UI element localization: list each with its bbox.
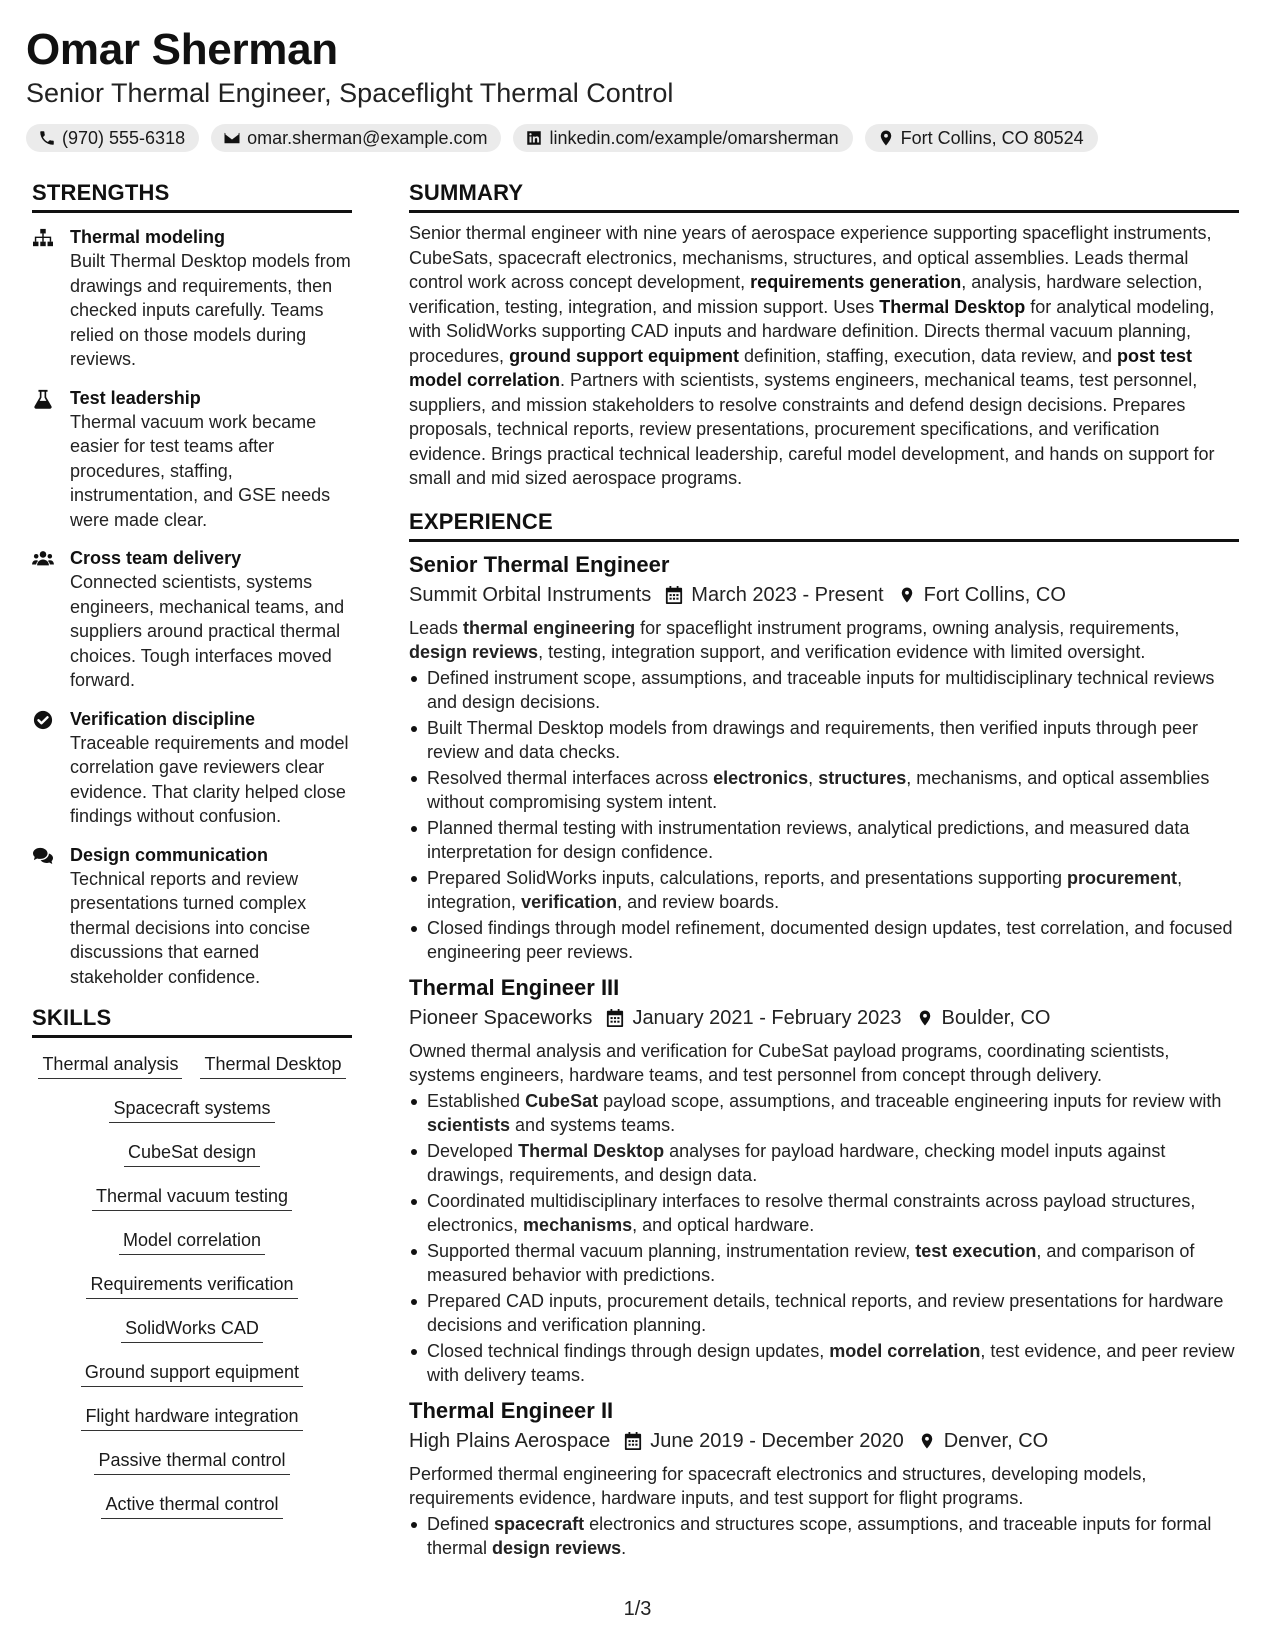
summary-heading: SUMMARY: [409, 178, 1239, 213]
strength-title: Design communication: [70, 844, 269, 865]
resume-header: [26, 24, 1249, 152]
linkedin-text: linkedin.com/example/omarsherman: [549, 127, 839, 148]
sitemap-icon: [32, 228, 54, 248]
job-location: Fort Collins, CO: [923, 583, 1066, 606]
job-bullet: [409, 1289, 1239, 1338]
map-pin-icon: [916, 1008, 934, 1028]
job-bullet: [409, 816, 1239, 865]
job-bullet: [409, 1512, 1239, 1561]
job-bullets: [409, 1512, 1239, 1561]
right-column: [409, 178, 1239, 1562]
strength-title: Test leadership: [70, 387, 201, 408]
text-run: Senior thermal engineer with nine years of aerospace experience supporting spaceflight instruments, CubeSats, spacecraft electronics, mechanisms, structures, and optical assemblies. Leads thermal control work across concept development,: [409, 223, 1212, 292]
strength-desc: Connected scientists, systems engineers, mechanical teams, and suppliers around practical thermal choices. Tough interfaces moved forward.: [70, 572, 345, 690]
strength-desc: Technical reports and review presentations turned complex thermal decisions into concise discussions that earned stakeholder confidence.: [70, 868, 311, 987]
text-run: for spaceflight instrument programs, owning analysis, requirements,: [635, 617, 1180, 638]
emphasis-text: test execution: [915, 1240, 1037, 1261]
text-run: Closed technical findings through design updates,: [427, 1340, 830, 1361]
job-dates: June 2019 - December 2020: [650, 1429, 904, 1452]
job-meta: [409, 1003, 1239, 1033]
left-column: [32, 178, 352, 1519]
emphasis-text: requirements generation: [750, 272, 962, 292]
text-run: Closed findings through model refinement, documented design updates, test correlation, and focused engineering peer reviews.: [427, 917, 1233, 962]
candidate-headline: Senior Thermal Engineer, Spaceflight Thermal Control: [26, 78, 674, 108]
skill-tag: Flight hardware integration: [81, 1404, 302, 1431]
text-run: Leads: [409, 617, 464, 638]
emphasis-text: spacecraft: [494, 1513, 585, 1534]
text-run: payload scope, assumptions, and traceable engineering inputs for review with: [598, 1090, 1222, 1111]
emphasis-text: CubeSat: [525, 1090, 599, 1111]
job-bullet: [409, 716, 1239, 765]
users-icon: [32, 549, 54, 569]
calendar-icon: [665, 585, 683, 605]
skill-tag: Thermal Desktop: [200, 1052, 345, 1079]
strength-desc: Traceable requirements and model correlation gave reviewers clear evidence. That clarity helped close findings without confusion.: [70, 732, 349, 826]
contact-linkedin[interactable]: [513, 124, 852, 152]
strength-title: Verification discipline: [70, 708, 256, 729]
skill-tag: Passive thermal control: [94, 1448, 289, 1475]
strength-item: [32, 546, 352, 693]
email-text: omar.sherman@example.com: [247, 127, 488, 148]
text-run: electronics and structures scope, assumptions, and traceable inputs for formal thermal: [427, 1513, 1212, 1558]
text-run: Established: [427, 1090, 526, 1111]
text-run: definition, staffing, execution, data review, and: [739, 345, 1117, 366]
strength-item: [32, 386, 352, 533]
skill-tag: CubeSat design: [124, 1140, 260, 1167]
job-bullet: [409, 916, 1239, 965]
strength-title: Thermal modeling: [70, 227, 226, 247]
phone-icon: [38, 129, 56, 147]
text-run: Defined instrument scope, assumptions, and traceable inputs for multidisciplinary technical reviews and design decisions.: [427, 667, 1215, 712]
emphasis-text: post test model correlation: [409, 345, 1192, 390]
job-title: Thermal Engineer II: [409, 1397, 614, 1423]
emphasis-text: Thermal Desktop: [518, 1140, 665, 1161]
text-run: , mechanisms, and optical assemblies without compromising system intent.: [427, 767, 1210, 812]
job-bullets: [409, 666, 1239, 965]
emphasis-text: ground support equipment: [509, 345, 740, 366]
comments-icon: [32, 846, 54, 866]
text-run: Defined: [427, 1513, 495, 1534]
skills-list: [32, 1052, 352, 1519]
experience-heading: EXPERIENCE: [409, 507, 1239, 542]
calendar-icon: [606, 1008, 624, 1028]
phone-text: (970) 555-6318: [62, 127, 186, 148]
skill-tag: Model correlation: [119, 1228, 265, 1255]
experience-list: [409, 550, 1239, 1561]
job-company: Pioneer Spaceworks: [409, 1006, 593, 1029]
text-run: Planned thermal testing with instrumentation reviews, analytical predictions, and measured data interpretation for design confidence.: [427, 817, 1190, 862]
text-run: Prepared CAD inputs, procurement details, technical reports, and review presentations for hardware decisions and verification planning.: [427, 1290, 1224, 1335]
text-run: Built Thermal Desktop models from drawings and requirements, then verified inputs through peer review and data checks.: [427, 717, 1199, 762]
emphasis-text: design reviews: [492, 1538, 622, 1558]
strength-desc: Thermal vacuum work became easier for test teams after procedures, staffing, instrumentation, and GSE needs were made clear.: [70, 411, 331, 530]
text-run: Supported thermal vacuum planning, instrumentation review,: [427, 1240, 916, 1261]
job-entry: [409, 550, 1239, 965]
map-pin-icon: [877, 129, 895, 147]
job-company: High Plains Aerospace: [409, 1429, 611, 1452]
emphasis-text: design reviews: [409, 642, 539, 662]
strength-item: [32, 843, 352, 990]
skill-tag: Ground support equipment: [81, 1360, 303, 1387]
envelope-icon: [223, 129, 241, 147]
job-title: Thermal Engineer III: [409, 974, 620, 1000]
job-bullet: [409, 1089, 1239, 1138]
strengths-list: [32, 225, 352, 989]
calendar-icon: [624, 1431, 642, 1451]
strength-desc: Built Thermal Desktop models from drawings and requirements, then checked inputs carefully. Teams relied on those models during reviews.: [70, 251, 351, 369]
contact-email[interactable]: [211, 124, 501, 152]
text-run: , and comparison of measured behavior with predictions.: [427, 1240, 1195, 1285]
job-bullet: [409, 866, 1239, 915]
job-description: [409, 1462, 1239, 1511]
contact-location: [865, 124, 1098, 152]
job-entry: [409, 973, 1239, 1388]
job-bullet: [409, 666, 1239, 715]
emphasis-text: electronics: [713, 767, 809, 788]
job-title: Senior Thermal Engineer: [409, 551, 670, 577]
text-run: ,: [808, 767, 819, 788]
flask-icon: [32, 389, 54, 409]
job-description: [409, 616, 1239, 665]
emphasis-text: verification: [521, 892, 618, 912]
emphasis-text: model correlation: [829, 1340, 981, 1361]
job-company: Summit Orbital Instruments: [409, 583, 652, 606]
map-pin-icon: [918, 1431, 936, 1451]
contact-bar: [26, 124, 1249, 152]
summary-text: [409, 221, 1239, 491]
text-run: , and optical hardware.: [632, 1215, 815, 1235]
candidate-name: Omar Sherman: [26, 25, 338, 74]
skill-tag: Thermal analysis: [38, 1052, 182, 1079]
skill-tag: Requirements verification: [86, 1272, 297, 1299]
job-dates: March 2023 - Present: [691, 583, 884, 606]
text-run: and systems teams.: [510, 1115, 676, 1135]
skills-heading: SKILLS: [32, 1003, 352, 1038]
check-circle-icon: [32, 710, 54, 730]
text-run: for analytical modeling, with SolidWorks supporting CAD inputs and hardware definition. Directs thermal vacuum planning, procedures,: [409, 296, 1215, 366]
text-run: , testing, integration support, and verification evidence with limited oversight.: [538, 642, 1146, 662]
job-bullet: [409, 766, 1239, 815]
text-run: Developed: [427, 1140, 519, 1161]
emphasis-text: mechanisms: [523, 1215, 633, 1235]
job-meta: [409, 580, 1239, 610]
job-bullets: [409, 1089, 1239, 1388]
strengths-heading: STRENGTHS: [32, 178, 352, 213]
emphasis-text: scientists: [427, 1115, 511, 1135]
job-description: [409, 1039, 1239, 1088]
job-entry: [409, 1396, 1239, 1561]
linkedin-icon: [525, 129, 543, 147]
job-bullet: [409, 1139, 1239, 1188]
text-run: Performed thermal engineering for spacecraft electronics and structures, developing models, requirements evidence, hardware inputs, and test support for flight programs.: [409, 1463, 1147, 1508]
emphasis-text: procurement: [1067, 867, 1178, 888]
text-run: , integration,: [427, 867, 1183, 912]
text-run: Owned thermal analysis and verification for CubeSat payload programs, coordinating scientists, systems engineers, hardware teams, and test personnel from concept through delivery.: [409, 1040, 1170, 1085]
skill-tag: Thermal vacuum testing: [92, 1184, 292, 1211]
text-run: Resolved thermal interfaces across: [427, 767, 714, 788]
text-run: , analysis, hardware selection, verification, testing, integration, and mission support. Uses: [409, 272, 1203, 317]
strength-item: [32, 225, 352, 372]
page-number: 1/3: [623, 1598, 652, 1620]
text-run: , and review boards.: [617, 892, 780, 912]
job-dates: January 2021 - February 2023: [632, 1006, 902, 1029]
map-pin-icon: [898, 585, 916, 605]
text-run: analyses for payload hardware, checking model inputs against drawings, requirements, and design data.: [427, 1140, 1166, 1185]
text-run: Coordinated multidisciplinary interfaces to resolve thermal constraints across payload structures, electronics,: [427, 1190, 1196, 1235]
job-meta: [409, 1426, 1239, 1456]
text-run: . Partners with scientists, systems engineers, mechanical teams, test personnel, suppliers, and mission stakeholders to resolve constraints and defend design decisions. Prepares proposals, technical reports, review presentations, procurement specifications, and verification evidence. Brings practical technical leadership, careful model development, and hands on support for small and mid sized aerospace programs.: [409, 370, 1215, 488]
text-run: Prepared SolidWorks inputs, calculations, reports, and presentations supporting: [427, 867, 1068, 888]
job-location: Denver, CO: [943, 1429, 1049, 1452]
emphasis-text: structures: [818, 767, 907, 788]
strength-item: [32, 707, 352, 829]
strength-title: Cross team delivery: [70, 548, 242, 568]
contact-phone[interactable]: [26, 124, 199, 152]
job-location: Boulder, CO: [941, 1006, 1051, 1029]
skill-tag: Active thermal control: [101, 1492, 282, 1519]
emphasis-text: Thermal Desktop: [879, 296, 1026, 317]
job-bullet: [409, 1189, 1239, 1238]
emphasis-text: thermal engineering: [463, 617, 636, 638]
location-text: Fort Collins, CO 80524: [900, 127, 1084, 148]
skill-tag: Spacecraft systems: [109, 1096, 274, 1123]
job-bullet: [409, 1339, 1239, 1388]
skill-tag: SolidWorks CAD: [121, 1316, 263, 1343]
job-bullet: [409, 1239, 1239, 1288]
text-run: , test evidence, and peer review with delivery teams.: [427, 1340, 1235, 1385]
text-run: .: [621, 1538, 627, 1558]
